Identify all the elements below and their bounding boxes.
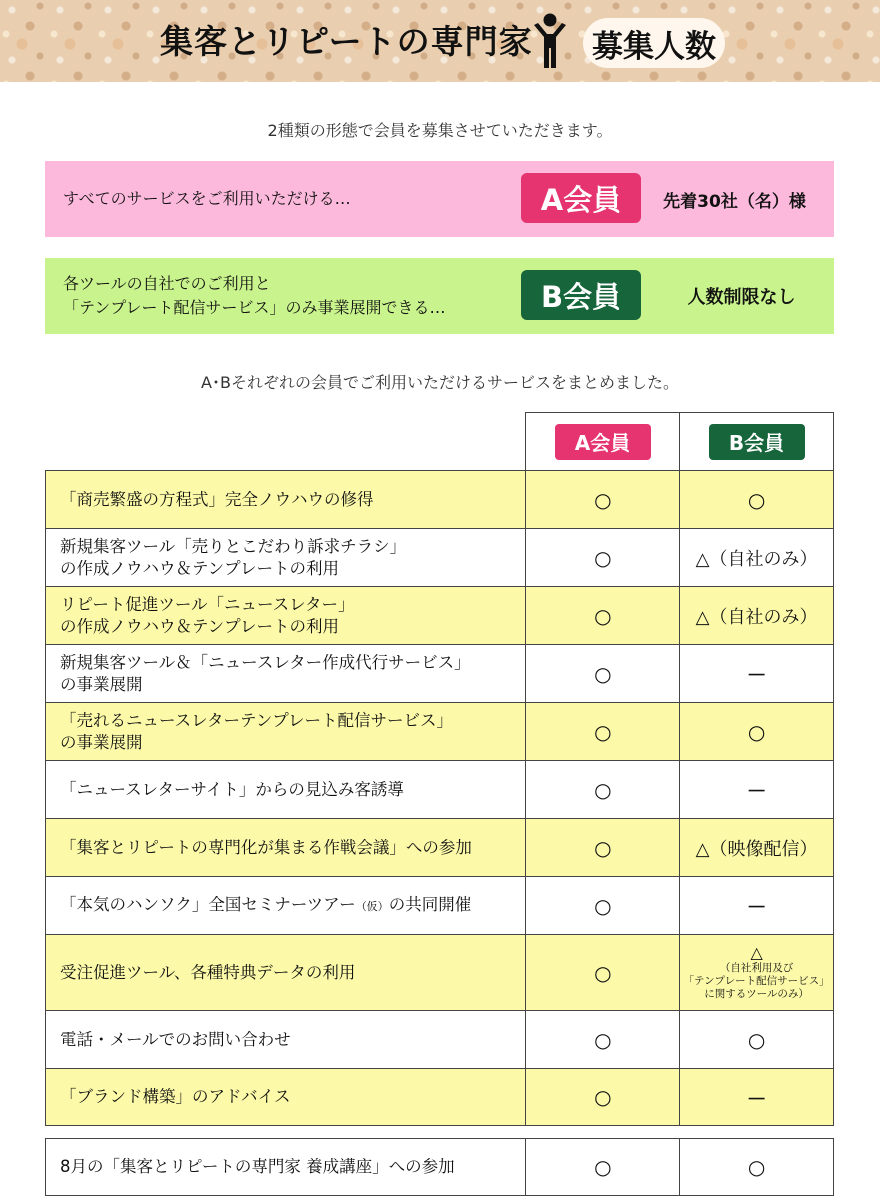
row-b-value: △（映像配信）	[679, 819, 833, 876]
header-banner	[0, 0, 880, 82]
member-b-box	[45, 258, 834, 334]
member-b-limit: 人数制限なし	[687, 287, 796, 308]
table-row	[45, 876, 834, 934]
row-label	[46, 645, 525, 702]
row-label	[46, 1011, 525, 1068]
member-b-badge: B会員	[521, 270, 641, 320]
row-label-line: の事業展開	[60, 674, 143, 694]
row-b-value: －	[679, 877, 833, 934]
row-label-line: の作成ノウハウ＆テンプレートの利用	[60, 558, 340, 578]
table-row	[45, 934, 834, 1010]
row-label-line: 新規集客ツール「売りとこだわり訴求チラシ」	[60, 536, 407, 556]
row-label	[46, 877, 525, 934]
row-b-value: ○	[679, 471, 833, 528]
person-icon	[530, 12, 570, 70]
row-b-value: ○	[679, 703, 833, 760]
recruit-count-label: 募集人数	[583, 18, 725, 68]
table-row	[45, 702, 834, 760]
row-label-line: リピート促進ツール「ニュースレター」	[60, 594, 355, 614]
note-line: に関するツールのみ）	[704, 988, 809, 1000]
table-row	[45, 528, 834, 586]
triangle-mark: △	[750, 943, 763, 962]
row-label	[46, 471, 525, 528]
table-row	[45, 644, 834, 702]
row-a-value: ○	[525, 1069, 679, 1125]
row-label	[46, 1139, 525, 1195]
row-label-part: の共同開催	[388, 894, 472, 914]
table-row	[45, 586, 834, 644]
row-b-value: －	[679, 1069, 833, 1125]
row-label	[46, 529, 525, 586]
row-b-value: －	[679, 645, 833, 702]
table-row	[45, 1010, 834, 1068]
row-b-value	[679, 935, 833, 1010]
row-b-value: －	[679, 761, 833, 818]
row-a-value: ○	[525, 877, 679, 934]
banner-title: 集客とリピートの専門家	[160, 22, 533, 61]
row-label	[46, 935, 525, 1010]
service-comparison-table	[45, 412, 834, 1126]
row-label-line: の事業展開	[60, 732, 143, 752]
row-b-value: △（自社のみ）	[679, 529, 833, 586]
header-cell-b	[679, 412, 834, 470]
table-row	[45, 470, 834, 528]
row-a-value: ○	[525, 703, 679, 760]
member-a-badge: A会員	[521, 173, 641, 223]
row-label-line: 「ニュースレターサイト」からの見込み客誘導	[60, 779, 404, 799]
row-label-line: 「集客とリピートの専門化が集まる作戦会議」への参加	[60, 837, 472, 857]
row-a-value: ○	[525, 819, 679, 876]
member-b-description	[63, 258, 446, 334]
tentative-tag: （仮）	[355, 899, 389, 913]
row-label	[46, 761, 525, 818]
row-label-line: 8月の「集客とリピートの専門家 養成講座」への参加	[60, 1157, 455, 1176]
member-b-desc-line: 各ツールの自社でのご利用と	[63, 274, 271, 293]
member-a-desc-line: すべてのサービスをご利用いただける…	[63, 189, 351, 208]
row-b-value: △（自社のみ）	[679, 587, 833, 644]
row-a-value: ○	[525, 587, 679, 644]
table-header-row	[45, 412, 834, 470]
row-a-value: ○	[525, 1139, 679, 1195]
member-a-box	[45, 161, 834, 237]
row-label	[46, 819, 525, 876]
intro-text: 2種類の形態で会員を募集させていただきます。	[267, 121, 613, 140]
table-row	[45, 1138, 834, 1196]
header-cell-a	[525, 412, 680, 470]
row-a-value: ○	[525, 935, 679, 1010]
row-label-line: 「ブランド構築」のアドバイス	[60, 1087, 291, 1106]
row-label-line: 電話・メールでのお問い合わせ	[60, 1029, 291, 1049]
row-label	[46, 1069, 525, 1125]
member-b-desc-line: 「テンプレート配信サービス」のみ事業展開できる…	[63, 298, 446, 317]
table-row	[45, 760, 834, 818]
extra-service-table	[45, 1138, 834, 1196]
row-a-value: ○	[525, 1011, 679, 1068]
header-badge-a: A会員	[555, 424, 651, 460]
row-a-value: ○	[525, 471, 679, 528]
row-a-value: ○	[525, 761, 679, 818]
note-line: 「テンプレート配信サービス」	[683, 975, 830, 987]
row-label	[46, 587, 525, 644]
row-label-part: 「本気のハンソク」全国セミナーツアー	[60, 894, 356, 914]
member-a-description	[63, 161, 351, 237]
table-row	[45, 818, 834, 876]
row-a-value: ○	[525, 529, 679, 586]
row-label	[46, 703, 525, 760]
member-a-limit: 先着30社（名）様	[663, 191, 806, 212]
row-label-line: 「商売繁盛の方程式」完全ノウハウの修得	[60, 489, 374, 509]
note-line: （自社利用及び	[719, 962, 794, 974]
row-b-value: ○	[679, 1011, 833, 1068]
row-label-line: 「売れるニュースレターテンプレート配信サービス」	[60, 710, 454, 730]
row-a-value: ○	[525, 645, 679, 702]
summary-text: A･Bそれぞれの会員でご利用いただけるサービスをまとめました。	[201, 373, 679, 392]
row-b-value: ○	[679, 1139, 833, 1195]
row-label-line	[60, 894, 511, 918]
row-label-line: 新規集客ツール＆「ニュースレター作成代行サービス」	[60, 652, 471, 672]
row-label-line: 受注促進ツール、各種特典データの利用	[60, 962, 356, 982]
table-row	[45, 1068, 834, 1126]
row-label-line: の作成ノウハウ＆テンプレートの利用	[60, 616, 340, 636]
header-badge-b: B会員	[709, 424, 805, 460]
